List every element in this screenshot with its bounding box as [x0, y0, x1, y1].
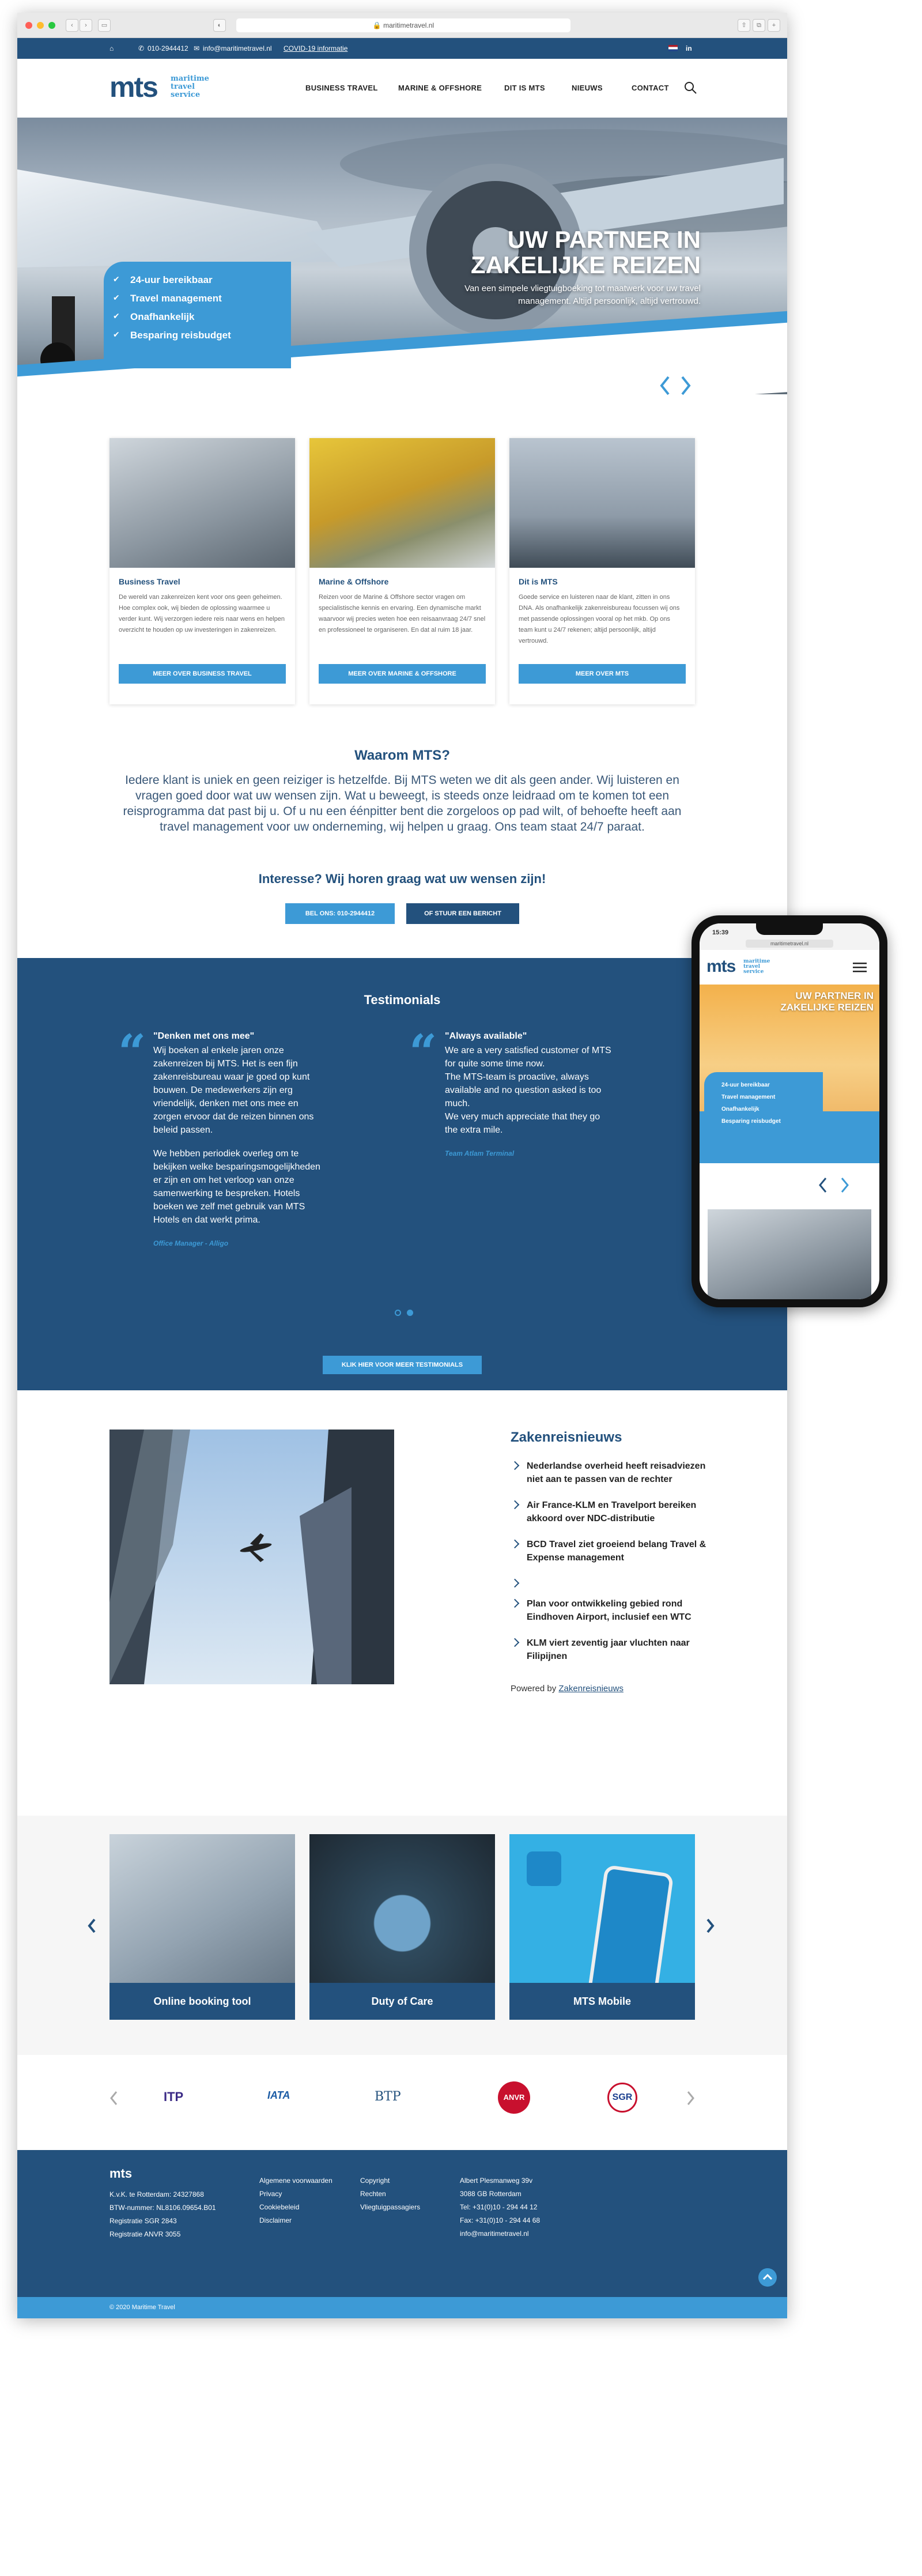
- topbar-phone[interactable]: 010-2944412: [148, 44, 188, 52]
- service-online-booking[interactable]: [109, 1834, 295, 2020]
- powered-prefix: Powered by: [511, 1684, 559, 1694]
- carousel-dot-active[interactable]: [407, 1310, 413, 1316]
- marine-offshore-button[interactable]: MEER OVER MARINE & OFFSHORE: [319, 664, 486, 684]
- card-text: De wereld van zakenreizen kent voor ons geen geheimen. Hoe complex ook, wij bieden de oplossing waarmee u verder kunt. Wij verzorgen iedere reis naar wens en helpen overzicht te houden op uw investeringen in zakenreizen.: [119, 594, 285, 633]
- card-title: Marine & Offshore: [319, 577, 389, 586]
- hero-subtitle-line1: Van een simpele vliegtuigboeking tot maatwerk voor uw travel: [464, 284, 701, 293]
- phone-logo-sub-3: service: [743, 969, 764, 975]
- hero-banner: [17, 118, 787, 394]
- call-button[interactable]: BEL ONS: 010-2944412: [285, 903, 395, 924]
- linkedin-icon[interactable]: in: [686, 44, 692, 52]
- logo-sub-3: service: [171, 90, 201, 99]
- why-text: Iedere klant is uniek en geen reiziger is hetzelfde. Bij MTS weten we dit als geen ander. Wij luisteren en vragen goed door wat uw wensen zijn. Wat u beweegt, is steeds onze leidraad om te komen tot een reisprogramma dat past bij u. Of u nu een éénpitter bent die zorgeloos op pad wilt, of behoefte heeft aan travel management voor uw onderneming, wij helpen u graag. Ons team staat 24/7 paraat.: [123, 774, 682, 833]
- footer-line: 3088 GB Rotterdam: [460, 2190, 522, 2198]
- card-marine-offshore: [309, 438, 495, 704]
- news-item[interactable]: [511, 1577, 712, 1590]
- testimonial-heading: "Denken met ons mee": [153, 1031, 255, 1041]
- hero-text: [464, 227, 701, 308]
- partner-logo-anvr[interactable]: ANVR: [498, 2081, 530, 2114]
- footer-link[interactable]: Algemene voorwaarden: [259, 2177, 332, 2185]
- quote-icon: “: [118, 1024, 146, 1081]
- footer-line: Tel: +31(0)10 - 294 44 12: [460, 2203, 538, 2211]
- logo-text: mts: [109, 71, 157, 103]
- topbar-email[interactable]: info@maritimetravel.nl: [203, 44, 272, 52]
- services-prev-arrow-icon[interactable]: [88, 1918, 96, 1933]
- card-image-marine-offshore: [309, 438, 495, 568]
- business-travel-button[interactable]: MEER OVER BUSINESS TRAVEL: [119, 664, 286, 684]
- footer-link[interactable]: Disclaimer: [259, 2216, 292, 2224]
- card-title: Dit is MTS: [519, 577, 558, 586]
- testimonial-author: Team Atlam Terminal: [445, 1149, 515, 1157]
- card-title: Business Travel: [119, 577, 180, 586]
- footer-line: Albert Plesmanweg 39v: [460, 2177, 533, 2185]
- news-item[interactable]: KLM viert zeventig jaar vluchten naar Filipijnen: [511, 1636, 712, 1663]
- why-title: Waarom MTS?: [354, 748, 450, 763]
- phone-feature-item: 24-uur bereikbaar: [721, 1082, 770, 1088]
- phone-status-bar: [700, 923, 879, 950]
- site-footer: [17, 2150, 787, 2297]
- address-bar[interactable]: 🔒 maritimetravel.nl: [236, 18, 570, 32]
- email-icon: ✉: [194, 44, 200, 52]
- service-caption: MTS Mobile: [509, 1983, 695, 2020]
- feature-item: ✔ Travel management: [130, 293, 291, 311]
- nav-business-travel[interactable]: BUSINESS TRAVEL: [305, 84, 378, 92]
- forward-icon[interactable]: ›: [80, 19, 92, 32]
- logo-sub-2: travel: [171, 82, 195, 91]
- footer-line[interactable]: info@maritimetravel.nl: [460, 2230, 529, 2238]
- phone-feature-item: Besparing reisbudget: [721, 1118, 781, 1125]
- phone-hero: [700, 985, 879, 1163]
- testimonial-author: Office Manager - Alligo: [153, 1239, 229, 1247]
- main-navigation: [17, 59, 787, 118]
- footer-line: Registratie SGR 2843: [109, 2217, 177, 2225]
- phone-screen: [700, 923, 879, 1299]
- footer-links-2: [360, 2174, 420, 2214]
- phone-feature-item: Travel management: [721, 1094, 776, 1100]
- service-mts-mobile[interactable]: [509, 1834, 695, 2020]
- news-powered-by: [511, 1684, 712, 1694]
- card-business-travel: [109, 438, 295, 704]
- footer-link[interactable]: Vliegtuigpassagiers: [360, 2203, 421, 2211]
- back-icon[interactable]: ‹: [66, 19, 78, 32]
- phone-feature-box: [704, 1072, 823, 1148]
- hamburger-menu-icon[interactable]: [853, 961, 867, 973]
- nav-nieuws[interactable]: NIEUWS: [572, 84, 603, 92]
- phone-hero-title: [780, 990, 874, 1013]
- nav-marine-offshore[interactable]: MARINE & OFFSHORE: [398, 84, 482, 92]
- top-info-bar: [17, 38, 787, 59]
- footer-address: [460, 2174, 540, 2241]
- hero-prev-arrow-icon[interactable]: [659, 376, 671, 395]
- hero-next-arrow-icon[interactable]: [680, 376, 692, 395]
- phone-hero-title-line2: ZAKELIJKE REIZEN: [780, 1002, 874, 1013]
- services-carousel: [17, 1816, 787, 2055]
- partners-next-arrow-icon[interactable]: [687, 2091, 695, 2106]
- card-image-dit-is-mts: [509, 438, 695, 568]
- partners-prev-arrow-icon[interactable]: [109, 2091, 118, 2106]
- footer-line: Registratie ANVR 3055: [109, 2230, 181, 2238]
- footer-company-info: [109, 2188, 216, 2241]
- partner-logo-sgr[interactable]: SGR: [607, 2083, 637, 2113]
- more-testimonials-button[interactable]: KLIK HIER VOOR MEER TESTIMONIALS: [323, 1356, 482, 1374]
- service-duty-of-care[interactable]: [309, 1834, 495, 2020]
- partner-logos: [17, 2055, 787, 2144]
- partner-logo-itp[interactable]: ITP: [164, 2090, 184, 2104]
- testimonial-paragraph: We hebben periodiek overleg om te bekijken welke besparingsmogelijkheden er zijn en om het verloop van onze samenwerking te bespreken. Hotels boeken we zelf met gebruik van MTS Hotels en dat werkt prima.: [153, 1149, 320, 1225]
- phone-icon: ✆: [138, 44, 145, 52]
- phone-next-arrow-icon[interactable]: [840, 1177, 849, 1193]
- testimonials-section: [17, 958, 787, 1390]
- dutch-flag-icon[interactable]: [668, 45, 678, 51]
- phone-time: 15:39: [712, 929, 729, 936]
- phone-hero-title-line1: UW PARTNER IN: [795, 990, 874, 1001]
- testimonial-paragraph: We very much appreciate that they go the extra mile.: [445, 1112, 600, 1135]
- phone-card-image: [708, 1209, 871, 1299]
- card-dit-is-mts: [509, 438, 695, 704]
- home-icon[interactable]: ⌂: [109, 44, 114, 52]
- news-title: Zakenreisnieuws: [511, 1430, 622, 1445]
- browser-window: [17, 13, 787, 2318]
- back-to-top-icon[interactable]: [758, 2268, 777, 2287]
- testimonial-paragraph: We are a very satisfied customer of MTS for quite some time now.: [445, 1046, 611, 1069]
- sidebar-icon[interactable]: ▭: [98, 19, 111, 32]
- footer-line: BTW-nummer: NL8106.09654.B01: [109, 2204, 216, 2212]
- footer-line: Fax: +31(0)10 - 294 44 68: [460, 2216, 541, 2224]
- new-tab-icon[interactable]: +: [768, 19, 780, 32]
- share-icon[interactable]: ⇧: [738, 19, 750, 32]
- testimonials-title: Testimonials: [364, 993, 441, 1007]
- carousel-dot[interactable]: [395, 1310, 401, 1316]
- card-image-business-travel: [109, 438, 295, 568]
- address-bar-url: maritimetravel.nl: [383, 21, 434, 29]
- dit-is-mts-button[interactable]: MEER OVER MTS: [519, 664, 686, 684]
- minimize-window-icon[interactable]: [37, 22, 44, 29]
- footer-link[interactable]: Copyright: [360, 2177, 390, 2185]
- footer-link[interactable]: Cookiebeleid: [259, 2203, 300, 2211]
- hero-subtitle-line2: management. Altijd persoonlijk, altijd vertrouwd.: [518, 296, 701, 306]
- privacy-icon[interactable]: ◐: [213, 19, 226, 32]
- footer-links-1: [259, 2174, 332, 2227]
- phone-logo-sub-2: travel: [743, 964, 761, 970]
- card-text: Reizen voor de Marine & Offshore sector vragen om specialistische kennis en ervaring. Een dynamische markt waarvoor wij precies weten hoe een reisaanvraag 24/7 snel en professioneel te organiseren. En dat al ruim 18 jaar.: [319, 594, 486, 633]
- footer-link[interactable]: Privacy: [259, 2190, 282, 2198]
- news-item[interactable]: Air France-KLM en Travelport bereiken akkoord over NDC-distributie: [511, 1499, 712, 1525]
- tabs-icon[interactable]: ⧉: [753, 19, 765, 32]
- testimonial-2: [445, 1029, 612, 1160]
- feature-item: ✔ Besparing reisbudget: [130, 330, 291, 348]
- close-window-icon[interactable]: [25, 22, 32, 29]
- footer-logo[interactable]: [109, 2166, 132, 2181]
- logo-sub-1: maritime: [171, 74, 209, 83]
- news-section: [511, 1430, 712, 1694]
- service-caption: Online booking tool: [109, 1983, 295, 2020]
- search-icon[interactable]: [683, 81, 697, 95]
- cta-title: Interesse? Wij horen graag wat uw wensen zijn!: [258, 872, 546, 886]
- news-item[interactable]: Nederlandse overheid heeft reisadviezen niet aan te passen van de rechter: [511, 1459, 712, 1486]
- partner-logo-btp[interactable]: BTP: [375, 2090, 401, 2104]
- message-button[interactable]: OF STUUR EEN BERICHT: [406, 903, 519, 924]
- card-text: Goede service en luisteren naar de klant, zitten in ons DNA. Als onafhankelijk zakenreisbureau focussen wij ons met passende oplossingen vooral op het mkb. Op ons team kunt u 24/7 rekenen; altijd persoonlijk, altijd vertrouwd.: [519, 594, 680, 644]
- footer-copyright: © 2020 Maritime Travel: [17, 2297, 787, 2318]
- phone-logo-text: mts: [706, 957, 736, 976]
- nav-contact[interactable]: CONTACT: [632, 84, 669, 92]
- powered-link[interactable]: Zakenreisnieuws: [558, 1684, 624, 1694]
- phone-notch: [756, 923, 823, 935]
- testimonial-heading: "Always available": [445, 1031, 527, 1041]
- phone-url[interactable]: maritimetravel.nl: [746, 940, 833, 948]
- hero-title-line2: ZAKELIJKE REIZEN: [470, 251, 701, 278]
- services-next-arrow-icon[interactable]: [706, 1918, 715, 1933]
- browser-chrome: [17, 13, 787, 38]
- hero-title-line1: UW PARTNER IN: [507, 226, 701, 253]
- phone-logo-sub-1: maritime: [743, 959, 770, 964]
- testimonial-paragraph: The MTS-team is proactive, always available and no question asked is too much.: [445, 1072, 602, 1108]
- phone-mockup: [692, 915, 887, 1307]
- phone-prev-arrow-icon[interactable]: [818, 1177, 827, 1193]
- phone-feature-item: Onafhankelijk: [721, 1106, 759, 1112]
- service-caption: Duty of Care: [309, 1983, 495, 2020]
- footer-logo-text: mts: [109, 2166, 133, 2181]
- footer-line: K.v.K. te Rotterdam: 24327868: [109, 2190, 204, 2198]
- partner-logo-iata[interactable]: IATA: [267, 2090, 290, 2101]
- testimonial-1: [153, 1029, 326, 1250]
- hero-feature-box: [104, 262, 291, 368]
- news-item[interactable]: Plan voor ontwikkeling gebied rond Eindhoven Airport, inclusief een WTC: [511, 1597, 712, 1624]
- quote-icon: “: [409, 1024, 437, 1081]
- footer-link[interactable]: Rechten: [360, 2190, 386, 2198]
- maximize-window-icon[interactable]: [48, 22, 55, 29]
- testimonial-paragraph: Wij boeken al enkele jaren onze zakenreizen bij MTS. Het is een fijn zakenreisbureau waar je goed op kunt bouwen. De medewerkers zijn erg vriendelijk, denken met ons mee en zorgen ervoor dat de reizen binnen ons beleid passen.: [153, 1046, 314, 1135]
- feature-item: ✔ Onafhankelijk: [130, 311, 291, 330]
- city-airplane-image: [109, 1430, 394, 1684]
- topbar-covid-link[interactable]: COVID-19 informatie: [284, 44, 348, 52]
- news-item[interactable]: BCD Travel ziet groeiend belang Travel & Expense management: [511, 1538, 712, 1564]
- feature-item: ✔ 24-uur bereikbaar: [130, 274, 291, 293]
- nav-dit-is-mts[interactable]: DIT IS MTS: [504, 84, 545, 92]
